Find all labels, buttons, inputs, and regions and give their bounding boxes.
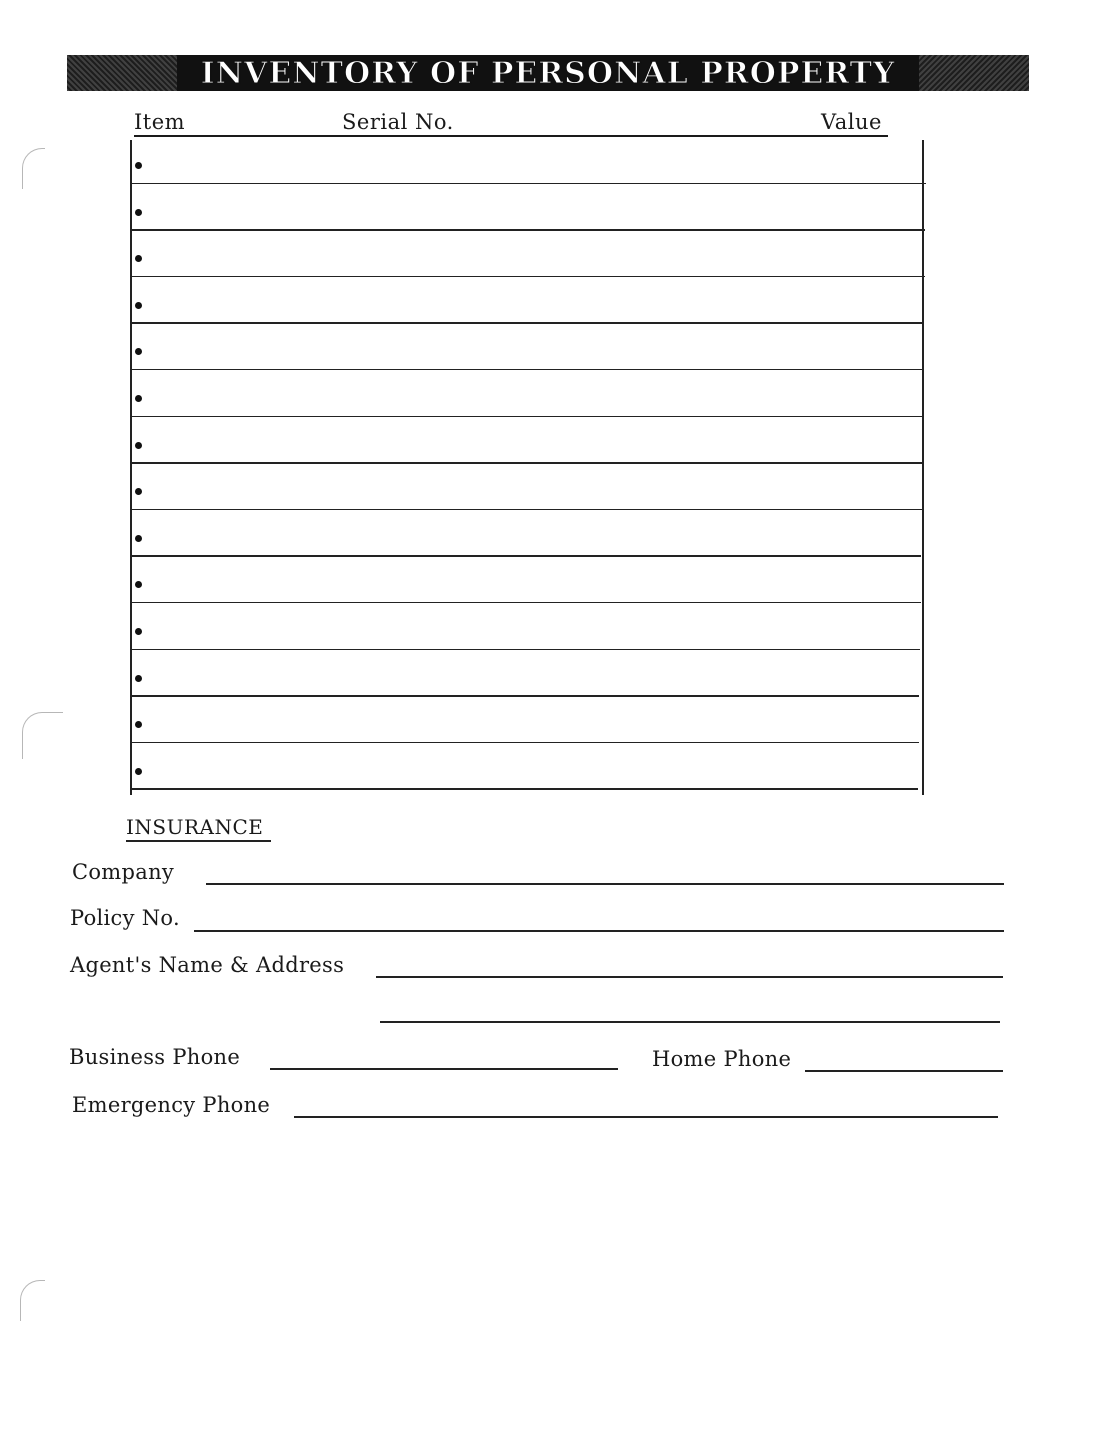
bullet-icon [135, 255, 142, 262]
bullet-icon [135, 488, 142, 495]
policy-number-field[interactable] [194, 930, 1004, 932]
item-row[interactable] [132, 231, 924, 277]
policy-number-label: Policy No. [70, 906, 180, 930]
bullet-icon [135, 209, 142, 216]
item-row[interactable] [132, 324, 924, 370]
bullet-icon [135, 302, 142, 309]
bullet-icon [135, 442, 142, 449]
item-row[interactable] [132, 278, 924, 324]
business-phone-field[interactable] [270, 1068, 618, 1070]
column-header-value: Value [821, 110, 882, 134]
item-row[interactable] [132, 511, 924, 557]
bullet-icon [135, 721, 142, 728]
bullet-icon [135, 348, 142, 355]
agent-name-address-field[interactable] [376, 976, 1003, 978]
business-phone-label: Business Phone [69, 1045, 241, 1069]
home-phone-label: Home Phone [652, 1047, 792, 1071]
item-row[interactable] [132, 697, 924, 743]
bullet-icon [135, 535, 142, 542]
emergency-phone-label: Emergency Phone [72, 1093, 271, 1117]
insurance-heading: INSURANCE [126, 815, 264, 839]
bullet-icon [135, 675, 142, 682]
bullet-icon [135, 581, 142, 588]
item-row[interactable] [132, 651, 924, 697]
item-row[interactable] [132, 138, 924, 184]
binder-hole-mark [20, 1280, 45, 1321]
company-field[interactable] [206, 883, 1004, 885]
company-label: Company [72, 860, 175, 884]
item-row[interactable] [132, 185, 924, 231]
bullet-icon [135, 768, 142, 775]
item-row-line [132, 788, 918, 790]
form-title-bar [67, 55, 1029, 91]
item-row[interactable] [132, 744, 924, 790]
bullet-icon [135, 395, 142, 402]
emergency-phone-field[interactable] [294, 1116, 998, 1118]
form-title: INVENTORY OF PERSONAL PROPERTY [200, 55, 896, 91]
column-header-serial: Serial No. [342, 110, 454, 134]
column-header-underline [134, 135, 888, 137]
agent-name-address-label: Agent's Name & Address [70, 953, 345, 977]
item-row[interactable] [132, 464, 924, 510]
column-header-item: Item [134, 110, 186, 134]
item-row[interactable] [132, 371, 924, 417]
insurance-heading-underline [126, 840, 271, 842]
item-row[interactable] [132, 418, 924, 464]
item-row[interactable] [132, 557, 924, 603]
binder-hole-mark [22, 712, 63, 759]
item-row[interactable] [132, 604, 924, 650]
bullet-icon [135, 162, 142, 169]
bullet-icon [135, 628, 142, 635]
agent-address-field-line-2[interactable] [380, 1021, 1000, 1023]
binder-hole-mark [22, 148, 45, 189]
home-phone-field[interactable] [805, 1070, 1003, 1072]
